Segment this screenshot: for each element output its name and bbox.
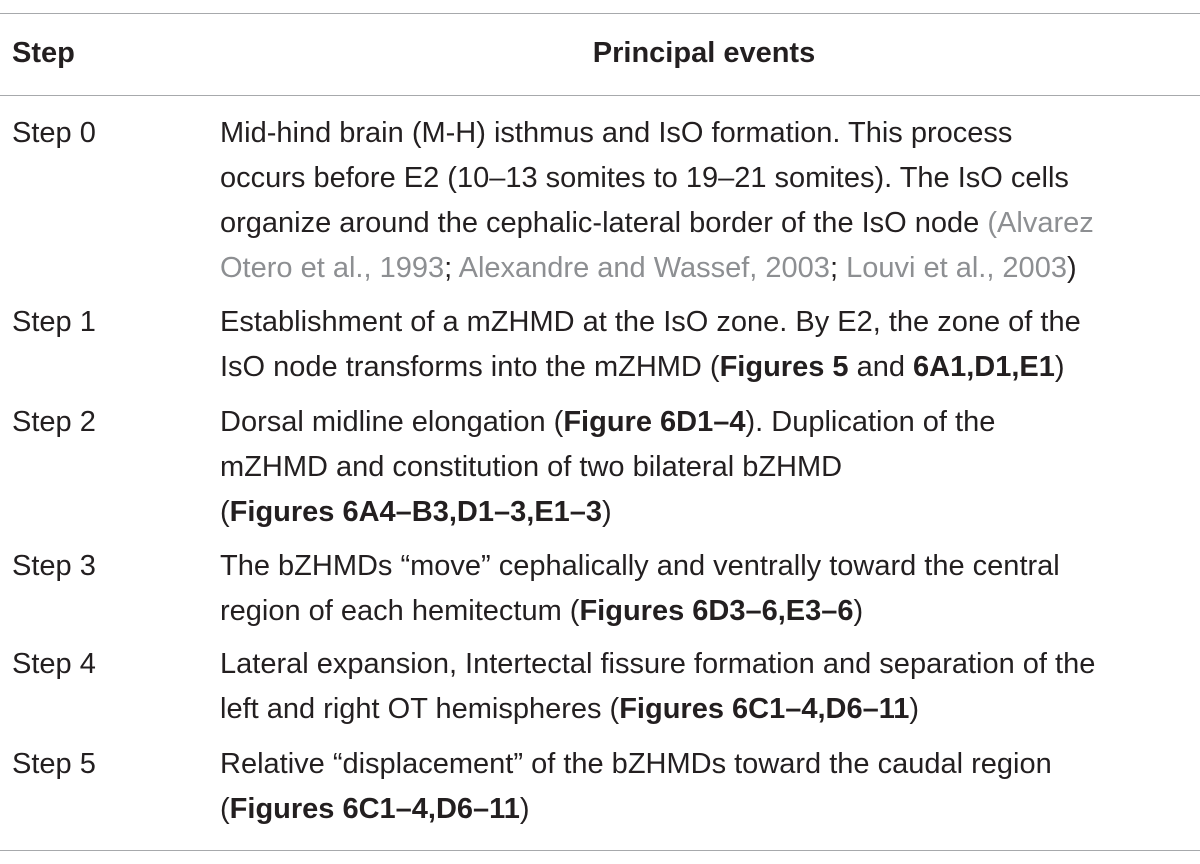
event-line <box>220 201 1195 246</box>
figure-reference: Figures 6A4–B3,D1–3,E1–3 <box>229 496 603 528</box>
event-text: ( <box>220 496 230 528</box>
step-label: Step 3 <box>12 550 96 582</box>
event-line <box>220 544 1195 589</box>
event-text: Mid-hind brain (M-H) isthmus and IsO formation. This process <box>220 117 1013 149</box>
event-text: organize around the cephalic-lateral border of the IsO node <box>220 207 988 239</box>
events-cell <box>220 400 1195 535</box>
event-text: The bZHMDs “move” cephalically and ventrally toward the central <box>220 550 1060 582</box>
event-line <box>220 687 1195 732</box>
header-principal-events: Principal events <box>592 37 816 69</box>
events-cell <box>220 300 1195 390</box>
event-text: ). Duplication of the <box>745 406 996 438</box>
events-cell <box>220 544 1195 634</box>
event-line <box>220 589 1195 634</box>
event-text: Lateral expansion, Intertectal fissure formation and separation of the <box>220 648 1096 680</box>
figure-reference: Figures 5 <box>719 351 849 383</box>
event-line <box>220 111 1195 156</box>
event-line <box>220 345 1195 390</box>
step-label: Step 2 <box>12 406 96 438</box>
event-text: ( <box>220 793 230 825</box>
event-text: mZHMD and constitution of two bilateral bZHMD <box>220 451 843 483</box>
event-line <box>220 156 1195 201</box>
event-text: left and right OT hemispheres ( <box>220 693 620 725</box>
step-label: Step 0 <box>12 117 96 149</box>
event-text: ) <box>853 595 864 627</box>
event-text: ) <box>519 793 530 825</box>
event-text: occurs before E2 (10–13 somites to 19–21 somites). The IsO cells <box>220 162 1069 194</box>
event-text: ) <box>909 693 920 725</box>
event-text: Relative “displacement” of the bZHMDs toward the caudal region <box>220 748 1052 780</box>
event-text: ; <box>829 252 847 284</box>
event-text: Dorsal midline elongation ( <box>220 406 564 438</box>
events-cell <box>220 642 1195 732</box>
figure-reference: Figures 6C1–4,D6–11 <box>619 693 910 725</box>
step-label: Step 5 <box>12 748 96 780</box>
citation-reference: Alexandre and Wassef, 2003 <box>458 252 830 284</box>
citation-reference: Otero et al., 1993 <box>220 252 445 284</box>
event-line <box>220 742 1195 787</box>
step-label: Step 1 <box>12 306 96 338</box>
header-rule <box>0 95 1200 96</box>
table-top-rule <box>0 13 1200 14</box>
event-line <box>220 642 1195 687</box>
event-text: Establishment of a mZHMD at the IsO zone. By E2, the zone of the <box>220 306 1081 338</box>
figure-reference: Figures 6C1–4,D6–11 <box>229 793 520 825</box>
event-text: ) <box>1054 351 1065 383</box>
step-label: Step 4 <box>12 648 96 680</box>
events-cell <box>220 111 1195 291</box>
event-line <box>220 246 1195 291</box>
citation-reference: (Alvarez <box>987 207 1094 239</box>
events-cell <box>220 742 1195 832</box>
event-text: ) <box>602 496 612 528</box>
event-line <box>220 445 1195 490</box>
event-text: ) <box>1066 252 1077 284</box>
header-step: Step <box>12 37 75 69</box>
figure-reference: 6A1,D1,E1 <box>913 351 1055 383</box>
event-text: IsO node transforms into the mZHMD ( <box>220 351 720 383</box>
event-text: and <box>848 351 914 383</box>
figure-reference: Figures 6D3–6,E3–6 <box>579 595 854 627</box>
citation-reference: Louvi et al., 2003 <box>846 252 1067 284</box>
figure-reference: Figure 6D1–4 <box>563 406 746 438</box>
event-line <box>220 300 1195 345</box>
event-text: region of each hemitectum ( <box>220 595 580 627</box>
table-bottom-rule <box>0 850 1200 851</box>
event-text: ; <box>444 252 459 284</box>
event-line <box>220 787 1195 832</box>
event-line <box>220 400 1195 445</box>
event-line <box>220 490 1195 535</box>
